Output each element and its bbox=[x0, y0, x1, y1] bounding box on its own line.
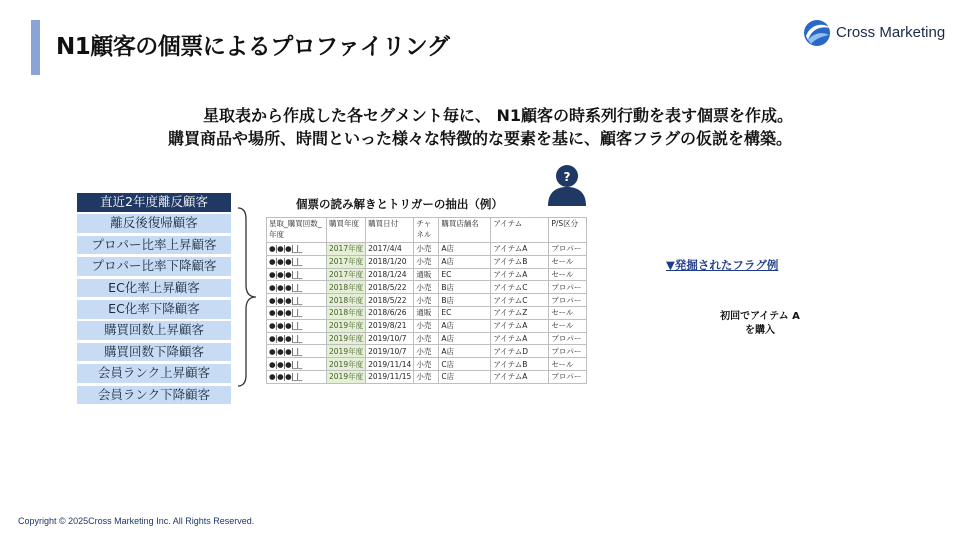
table-cell: セール bbox=[549, 306, 587, 319]
column-header: 購買年度 bbox=[327, 218, 366, 243]
table-cell: EC bbox=[439, 306, 491, 319]
table-cell: セール bbox=[549, 268, 587, 281]
table-row bbox=[267, 243, 587, 256]
brace-connector bbox=[236, 207, 264, 387]
table-cell: 2019/11/15 bbox=[366, 370, 414, 383]
table-cell: プロパー bbox=[549, 332, 587, 345]
table-cell: 小売 bbox=[414, 370, 439, 383]
table-cell: 2018年度 bbox=[327, 306, 366, 319]
segment-item[interactable]: プロパー比率上昇顧客 bbox=[77, 236, 231, 255]
column-header: チャネル bbox=[414, 218, 439, 243]
table-cell: ●|●|●|_|_ bbox=[267, 332, 327, 345]
column-header: P/S区分 bbox=[549, 218, 587, 243]
table-cell: 2018/1/20 bbox=[366, 255, 414, 268]
table-cell: セール bbox=[549, 255, 587, 268]
segment-list bbox=[77, 193, 231, 407]
table-cell: ●|●|●|_|_ bbox=[267, 255, 327, 268]
table-caption: 個票の読み解きとトリガーの抽出（例） bbox=[296, 197, 503, 211]
table-cell: セール bbox=[549, 358, 587, 371]
table-cell: ●|●|●|_|_ bbox=[267, 243, 327, 256]
table-cell: ●|●|●|_|_ bbox=[267, 345, 327, 358]
table-cell: 2018/5/22 bbox=[366, 281, 414, 294]
table-row bbox=[267, 294, 587, 307]
table-cell: プロパー bbox=[549, 294, 587, 307]
table-cell: ●|●|●|_|_ bbox=[267, 294, 327, 307]
table-cell: ●|●|●|_|_ bbox=[267, 306, 327, 319]
logo-swoosh-icon bbox=[802, 18, 832, 48]
segment-item[interactable]: 購買回数下降顧客 bbox=[77, 343, 231, 362]
table-header-row bbox=[267, 218, 587, 243]
table-cell: セール bbox=[549, 319, 587, 332]
flag-note-line1: 初回でアイテム A bbox=[720, 311, 800, 322]
table-cell: C店 bbox=[439, 370, 491, 383]
table-cell: 2019/11/14 bbox=[366, 358, 414, 371]
table-cell: A店 bbox=[439, 345, 491, 358]
table-row bbox=[267, 306, 587, 319]
table-cell: 小売 bbox=[414, 345, 439, 358]
table-cell: C店 bbox=[439, 358, 491, 371]
table-cell: 通販 bbox=[414, 268, 439, 281]
table-cell: アイテムC bbox=[491, 281, 549, 294]
table-cell: 小売 bbox=[414, 294, 439, 307]
table-row bbox=[267, 358, 587, 371]
segment-item[interactable]: 離反後復帰顧客 bbox=[77, 214, 231, 233]
column-header: 購買日付 bbox=[366, 218, 414, 243]
lead-text-line2: 購買商品や場所、時間といった様々な特徴的な要素を基に、顧客フラグの仮説を構築。 bbox=[167, 129, 792, 148]
table-cell: 2018/1/24 bbox=[366, 268, 414, 281]
segment-item[interactable]: EC化率下降顧客 bbox=[77, 300, 231, 319]
table-row bbox=[267, 370, 587, 383]
table-cell: プロパー bbox=[549, 243, 587, 256]
segment-item[interactable]: 会員ランク下降顧客 bbox=[77, 386, 231, 405]
table-cell: 小売 bbox=[414, 255, 439, 268]
table-cell: 2019/8/21 bbox=[366, 319, 414, 332]
table-cell: ●|●|●|_|_ bbox=[267, 370, 327, 383]
table-cell: 2018年度 bbox=[327, 294, 366, 307]
table-cell: プロパー bbox=[549, 281, 587, 294]
segment-item[interactable]: 購買回数上昇顧客 bbox=[77, 321, 231, 340]
table-cell: ●|●|●|_|_ bbox=[267, 319, 327, 332]
segment-item[interactable]: EC化率上昇顧客 bbox=[77, 279, 231, 298]
table-cell: 2019/10/7 bbox=[366, 332, 414, 345]
table-cell: アイテムC bbox=[491, 294, 549, 307]
table-cell: 小売 bbox=[414, 243, 439, 256]
table-cell: アイテムA bbox=[491, 332, 549, 345]
table-cell: 通販 bbox=[414, 306, 439, 319]
flag-note bbox=[710, 310, 810, 338]
table-cell: 小売 bbox=[414, 332, 439, 345]
table-cell: B店 bbox=[439, 294, 491, 307]
table-cell: 2018/5/22 bbox=[366, 294, 414, 307]
flag-note-line2: を購入 bbox=[745, 325, 775, 336]
segment-item[interactable]: 直近2年度離反顧客 bbox=[77, 193, 231, 212]
table-cell: アイテムB bbox=[491, 358, 549, 371]
table-cell: 2018/6/26 bbox=[366, 306, 414, 319]
page-title: N1顧客の個票によるプロファイリング bbox=[56, 34, 450, 60]
flag-examples-link[interactable]: ▼発掘されたフラグ例 bbox=[666, 258, 779, 272]
column-header: アイテム bbox=[491, 218, 549, 243]
lead-text-line1: 星取表から作成した各セグメント毎に、 N1顧客の時系列行動を表す個票を作成。 bbox=[203, 106, 793, 125]
table-cell: 2017年度 bbox=[327, 268, 366, 281]
table-cell: プロパー bbox=[549, 345, 587, 358]
column-header: 購買店舗名 bbox=[439, 218, 491, 243]
table-cell: 小売 bbox=[414, 358, 439, 371]
table-cell: A店 bbox=[439, 243, 491, 256]
table-cell: 2019年度 bbox=[327, 370, 366, 383]
table-cell: A店 bbox=[439, 255, 491, 268]
svg-text:?: ? bbox=[563, 170, 571, 184]
table-cell: アイテムD bbox=[491, 345, 549, 358]
table-cell: 2018年度 bbox=[327, 281, 366, 294]
table-row bbox=[267, 255, 587, 268]
table-cell: A店 bbox=[439, 319, 491, 332]
table-cell: 2017/4/4 bbox=[366, 243, 414, 256]
table-cell: 2019年度 bbox=[327, 332, 366, 345]
table-row bbox=[267, 268, 587, 281]
table-cell: 小売 bbox=[414, 281, 439, 294]
company-logo bbox=[802, 18, 946, 48]
table-cell: アイテムA bbox=[491, 319, 549, 332]
table-cell: EC bbox=[439, 268, 491, 281]
logo-text: Cross Marketing bbox=[836, 24, 946, 41]
table-cell: アイテムB bbox=[491, 255, 549, 268]
table-cell: 2017年度 bbox=[327, 243, 366, 256]
table-row bbox=[267, 281, 587, 294]
title-accent-bar bbox=[31, 20, 40, 75]
copyright: Copyright © 2025Cross Marketing Inc. All Rights Reserved. bbox=[18, 516, 255, 526]
table-cell: 2019年度 bbox=[327, 319, 366, 332]
table-cell: 小売 bbox=[414, 319, 439, 332]
table-cell: ●|●|●|_|_ bbox=[267, 358, 327, 371]
table-cell: ●|●|●|_|_ bbox=[267, 268, 327, 281]
table-cell: 2019年度 bbox=[327, 345, 366, 358]
person-question-icon bbox=[546, 160, 588, 206]
table-row bbox=[267, 319, 587, 332]
table-cell: B店 bbox=[439, 281, 491, 294]
table-cell: アイテムA bbox=[491, 268, 549, 281]
table-cell: アイテムA bbox=[491, 370, 549, 383]
customer-record-table bbox=[266, 217, 587, 384]
table-cell: 2017年度 bbox=[327, 255, 366, 268]
table-cell: A店 bbox=[439, 332, 491, 345]
table-row bbox=[267, 332, 587, 345]
segment-item[interactable]: プロパー比率下降顧客 bbox=[77, 257, 231, 276]
table-cell: アイテムZ bbox=[491, 306, 549, 319]
table-cell: ●|●|●|_|_ bbox=[267, 281, 327, 294]
segment-item[interactable]: 会員ランク上昇顧客 bbox=[77, 364, 231, 383]
table-cell: アイテムA bbox=[491, 243, 549, 256]
table-row bbox=[267, 345, 587, 358]
table-cell: プロパー bbox=[549, 370, 587, 383]
table-cell: 2019/10/7 bbox=[366, 345, 414, 358]
table-cell: 2019年度 bbox=[327, 358, 366, 371]
column-header: 星取_購買回数_年度 bbox=[267, 218, 327, 243]
